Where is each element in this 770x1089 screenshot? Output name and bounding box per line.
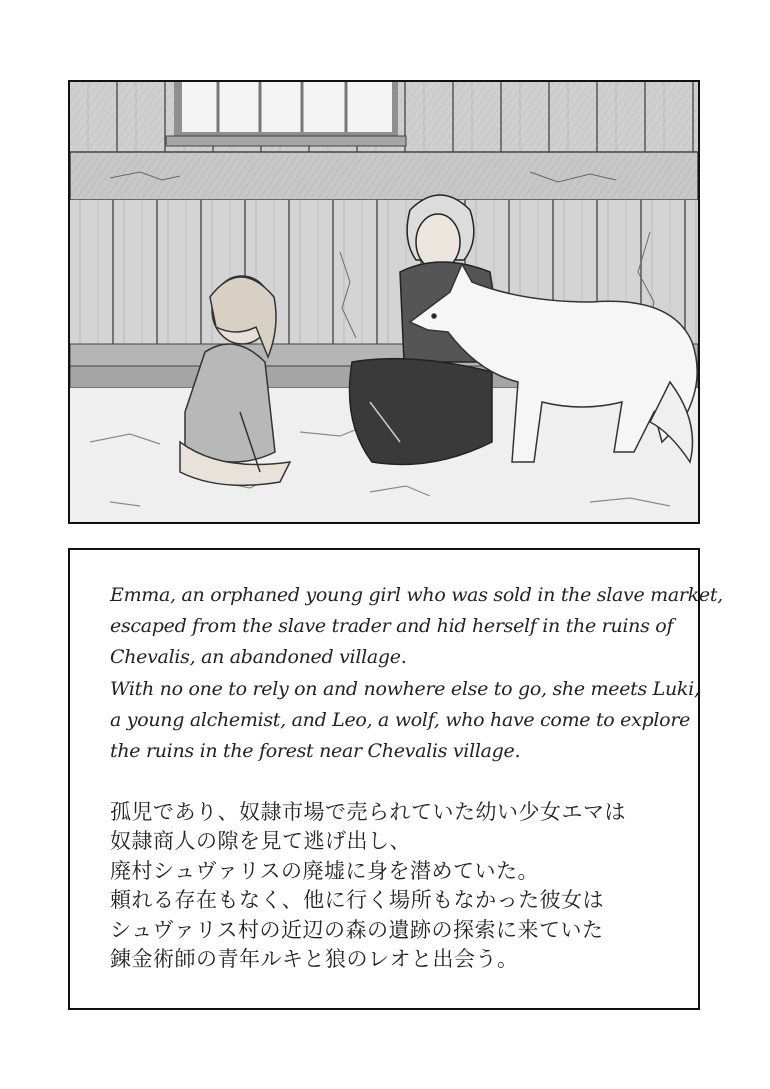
synopsis-japanese-line: 孤児であり、奴隷市場で売られていた幼い少女エマは: [110, 800, 626, 824]
synopsis-japanese-line: 廃村シュヴァリスの廃墟に身を潜めていた。: [110, 858, 539, 883]
synopsis-japanese-line: 頼れる存在もなく、他に行く場所もなかった彼女は: [110, 888, 605, 913]
illustration-panel: [68, 80, 700, 524]
synopsis-japanese-line: シュヴァリス村の近辺の森の遺跡の探索に来ていた: [110, 917, 604, 942]
synopsis-panel: [68, 548, 723, 1010]
synopsis-japanese-line: 奴隷商人の隙を見て逃げ出し、: [110, 829, 411, 854]
synopsis-english-line: the ruins in the forest near Chevalis village.: [110, 740, 521, 763]
synopsis-japanese-line: 錬金術師の青年ルキと狼のレオと出会う。: [110, 947, 519, 972]
synopsis-english-line: Chevalis, an abandoned village.: [110, 646, 407, 669]
synopsis-english-line: a young alchemist, and Leo, a wolf, who have come to explore: [110, 708, 691, 731]
synopsis-english-line: Emma, an orphaned young girl who was sold in the slave market,: [110, 584, 723, 606]
synopsis-english-line: escaped from the slave trader and hid herself in the ruins of: [110, 615, 674, 638]
synopsis-english: [110, 580, 723, 767]
synopsis-english-line: With no one to rely on and nowhere else to go, she meets Luki,: [110, 677, 700, 700]
ruins-scene-illustration: [70, 82, 698, 522]
synopsis-japanese: [110, 798, 680, 974]
